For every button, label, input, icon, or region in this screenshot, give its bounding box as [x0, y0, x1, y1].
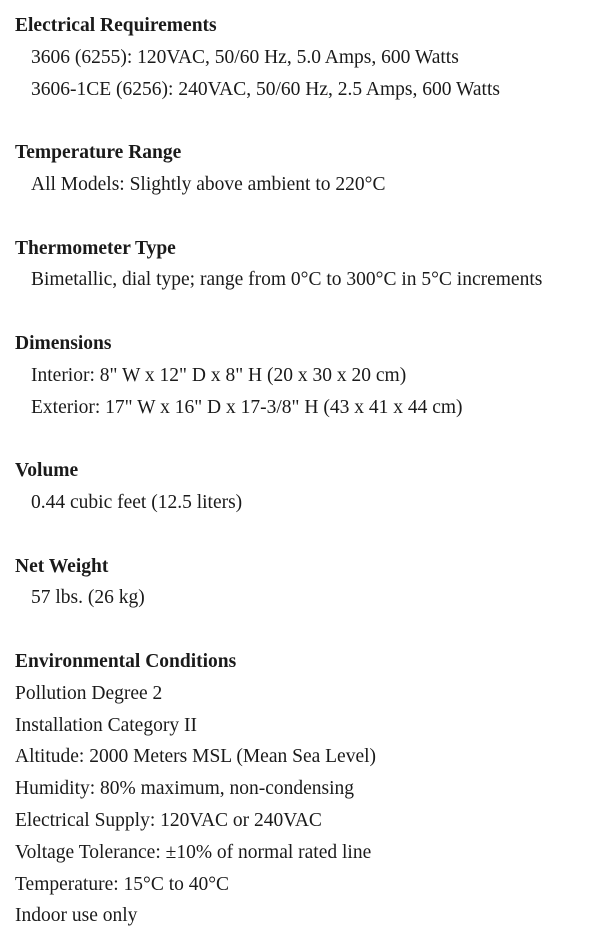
spec-line: 0.44 cubic feet (12.5 liters)	[31, 491, 243, 513]
section-temperature-range	[15, 137, 587, 201]
section-spacer	[15, 614, 587, 646]
section-heading: Volume	[15, 460, 79, 482]
section-volume	[15, 455, 587, 519]
spec-line: Bimetallic, dial type; range from 0°C to 300°C in 5°C increments	[31, 269, 543, 291]
section-heading: Electrical Requirements	[15, 15, 217, 36]
spec-line: Altitude: 2000 Meters MSL (Mean Sea Level)	[15, 746, 377, 768]
spec-line: Electrical Supply: 120VAC or 240VAC	[15, 809, 322, 831]
section-spacer	[15, 519, 587, 551]
section-net-weight	[15, 551, 587, 615]
section-spacer	[15, 296, 587, 328]
spec-line: 3606-1CE (6256): 240VAC, 50/60 Hz, 2.5 Amps, 600 Watts	[31, 78, 500, 100]
spec-line: Voltage Tolerance: ±10% of normal rated line	[15, 841, 372, 863]
spec-line: Indoor use only	[15, 905, 138, 927]
section-spacer	[15, 105, 587, 137]
section-heading: Dimensions	[15, 332, 112, 354]
specifications-document	[15, 10, 587, 932]
section-spacer	[15, 423, 587, 455]
spec-line: Interior: 8" W x 12" D x 8" H (20 x 30 x 20 cm)	[31, 364, 407, 386]
section-heading: Thermometer Type	[15, 237, 176, 259]
spec-line: Pollution Degree 2	[15, 682, 163, 704]
spec-line: Temperature: 15°C to 40°C	[15, 873, 230, 895]
spec-line: 57 lbs. (26 kg)	[31, 587, 145, 609]
section-heading: Temperature Range	[15, 142, 182, 164]
spec-line: Exterior: 17" W x 16" D x 17-3/8" H (43 x 41 x 44 cm)	[31, 396, 463, 418]
spec-line: Humidity: 80% maximum, non-condensing	[15, 778, 355, 800]
spec-line: Installation Category II	[15, 714, 197, 736]
section-environmental-conditions	[15, 646, 587, 932]
section-electrical-requirements	[15, 10, 587, 105]
section-heading: Environmental Conditions	[15, 650, 237, 672]
spec-line: All Models: Slightly above ambient to 220°C	[31, 173, 386, 195]
section-spacer	[15, 201, 587, 233]
section-dimensions	[15, 328, 587, 423]
section-thermometer-type	[15, 233, 587, 297]
section-heading: Net Weight	[15, 555, 109, 577]
spec-line: 3606 (6255): 120VAC, 50/60 Hz, 5.0 Amps, 600 Watts	[31, 46, 459, 68]
